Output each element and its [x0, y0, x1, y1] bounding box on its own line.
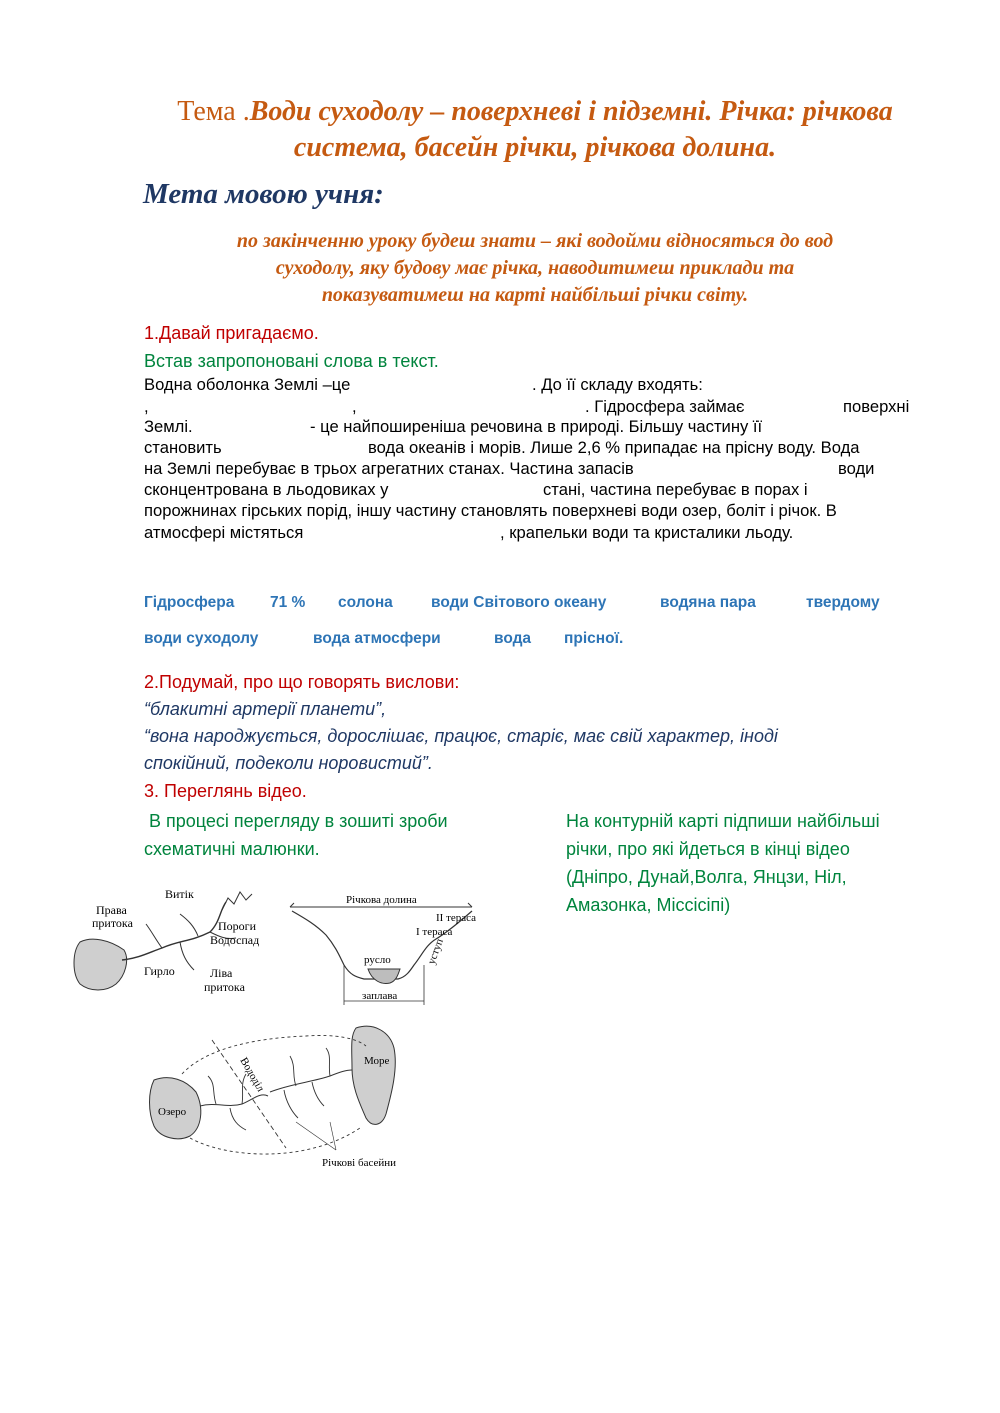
label-left-tributary-1: Ліва — [210, 966, 233, 980]
word-chip[interactable]: води Світового океану — [431, 594, 607, 611]
word-chip[interactable]: води суходолу — [144, 630, 259, 647]
label-river-valley: Річкова долина — [346, 894, 417, 906]
task1-text-2c: . Гідросфера займає — [585, 397, 745, 416]
task2-quote-1: “блакитні артерії планети”, — [144, 699, 387, 719]
task1-text-5: на Землі перебуває в трьох агрегатних станах. Частина запасів — [144, 459, 634, 478]
task2-quote-3: спокійний, подеколи норовистий”. — [144, 753, 433, 773]
label-rapids: Пороги — [218, 919, 257, 933]
label-divide: Вододіл — [237, 1055, 267, 1094]
label-channel: русло — [364, 954, 391, 966]
task3-left-2: схематичні малюнки. — [144, 839, 320, 859]
label-terrace-1: I тераса — [416, 926, 453, 938]
goal-line-2: суходолу, яку будову має річка, наводитимеш приклади та — [275, 257, 795, 279]
task1-instruction: Встав запропоновані слова в текст. — [144, 351, 439, 371]
task3-right-3: (Дніпро, Дунай,Волга, Янцзи, Ніл, — [566, 867, 847, 887]
task1-text-7: порожнинах гірських порід, іншу частину становлять поверхневі води озер, боліт і річок. В — [144, 501, 837, 520]
task1-text-1b: . До її складу входять: — [532, 375, 703, 394]
label-right-tributary-2: притока — [92, 916, 133, 930]
goal-line-1: по закінченню уроку будеш знати – які водойми відносяться до вод — [236, 230, 834, 252]
task1-text-3b: - це найпоширеніша речовина в природі. Більшу частину її — [310, 417, 763, 436]
page-title — [100, 94, 970, 166]
word-chip[interactable]: вода атмосфери — [313, 630, 441, 647]
word-chip[interactable]: Гідросфера — [144, 594, 235, 611]
label-sea: Море — [364, 1055, 390, 1067]
task1-text-6b: стані, частина перебуває в порах і — [543, 480, 808, 499]
task1-text-2b: , — [352, 397, 357, 416]
word-chip[interactable]: твердому — [806, 594, 880, 611]
river-scheme-figure — [70, 880, 270, 1000]
label-left-tributary-2: притока — [204, 980, 245, 994]
word-chip[interactable]: солона — [338, 594, 393, 611]
task1-text-5b: води — [838, 459, 875, 478]
task3-right-4: Амазонка, Міссісіпі) — [566, 895, 731, 915]
label-waterfall: Водоспад — [210, 933, 260, 947]
task3-right-2: річки, про які йдеться в кінці відео — [566, 839, 850, 859]
label-terrace-2: II тераса — [436, 912, 477, 924]
word-chip[interactable]: прісної. — [564, 630, 624, 647]
task1-text-8b: , крапельки води та кристалики льоду. — [500, 523, 794, 542]
task1-text-2d: поверхні — [843, 397, 910, 416]
label-source: Витік — [165, 887, 194, 901]
task1-text-6a: сконцентрована в льодовиках у — [144, 480, 389, 499]
word-chip[interactable]: вода — [494, 630, 532, 647]
title-prefix: Тема . — [177, 96, 250, 127]
task2-heading: 2.Подумай, про що говорять вислови: — [144, 672, 460, 692]
task1-text-4b: вода океанів і морів. Лише 2,6 % припадає на прісну воду. Вода — [368, 438, 860, 457]
label-floodplain: заплава — [362, 990, 398, 1002]
task3-heading: 3. Переглянь відео. — [144, 781, 307, 801]
task2-quote-2: “вона народжується, дорослішає, працює, старіє, має свій характер, іноді — [144, 726, 778, 746]
task3-right-1: На контурній карті підпиши найбільші — [566, 811, 880, 831]
task1-text-1a: Водна оболонка Землі –це — [144, 375, 351, 394]
goal-line-3: показуватимеш на карті найбільші річки світу. — [321, 284, 749, 306]
task3-left-1: В процесі перегляду в зошиті зроби — [144, 811, 448, 831]
label-mouth: Гирло — [144, 964, 175, 978]
river-basins-figure — [146, 1018, 426, 1178]
word-chip[interactable]: 71 % — [270, 594, 306, 611]
goal-heading: Мета мовою учня: — [143, 178, 384, 210]
title-topic-line-1: Води суходолу – поверхневі і підземні. Річка: річкова — [249, 96, 893, 127]
label-right-tributary-1: Права — [96, 903, 127, 917]
task1-text-2a: , — [144, 397, 149, 416]
task1-text-3a: Землі. — [144, 417, 193, 436]
task1-heading: 1.Давай пригадаємо. — [144, 323, 319, 343]
goal-text — [140, 228, 930, 309]
river-valley-figure — [286, 885, 486, 1015]
word-chip[interactable]: водяна пара — [660, 594, 756, 611]
label-ledge: уступ — [425, 937, 446, 967]
task1-text-4a: становить — [144, 438, 222, 457]
label-river-basins: Річкові басейни — [322, 1157, 397, 1169]
title-line-1 — [100, 94, 970, 130]
title-topic-line-2: система, басейн річки, річкова долина. — [293, 132, 777, 163]
label-lake: Озеро — [158, 1106, 187, 1118]
task1-text-8a: атмосфері містяться — [144, 523, 304, 542]
